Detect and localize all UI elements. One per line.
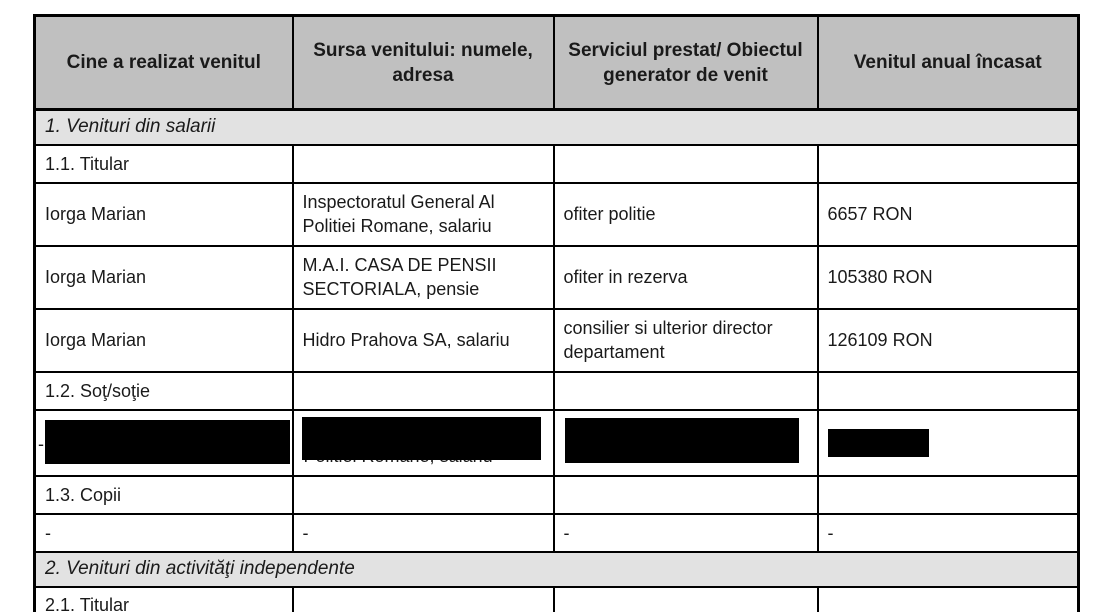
table-row-label (35, 476, 1079, 514)
table-cell (293, 145, 554, 183)
table-cell: 6657 RON (818, 183, 1079, 246)
table-cell: 2.1. Titular (35, 587, 293, 612)
redacted-cell (818, 410, 1079, 476)
table-cell: - (35, 514, 293, 552)
table-row-section (35, 552, 1079, 587)
table-header (35, 16, 1079, 110)
table-cell: M.A.I. CASA DE PENSII SECTORIALA, pensie (293, 246, 554, 309)
table-cell: 1.2. Soţ/soţie (35, 372, 293, 410)
table-cell (293, 476, 554, 514)
header-col-source: Sursa venitului: numele, adresa (293, 16, 554, 110)
redaction-visible-fragment: - (38, 433, 44, 454)
table-row-label (35, 372, 1079, 410)
table-cell: Hidro Prahova SA, salariu (293, 309, 554, 372)
table-cell (554, 145, 818, 183)
header-col-annual-income: Venitul anual încasat (818, 16, 1079, 110)
table-row-data (35, 309, 1079, 372)
table-cell: consilier si ulterior director departament (554, 309, 818, 372)
redaction-box (828, 429, 929, 457)
table-cell (818, 372, 1079, 410)
header-row (35, 16, 1079, 110)
table-cell: - (293, 514, 554, 552)
table-cell: Iorga Marian (35, 246, 293, 309)
table-cell (818, 145, 1079, 183)
table-cell: 105380 RON (818, 246, 1079, 309)
table-cell (554, 372, 818, 410)
redacted-cell (35, 410, 293, 476)
table-cell: 126109 RON (818, 309, 1079, 372)
header-col-service: Serviciul prestat/ Obiectul generator de venit (554, 16, 818, 110)
table-cell: - (818, 514, 1079, 552)
table-cell (818, 476, 1079, 514)
table-cell (554, 587, 818, 612)
table-cell: Iorga Marian (35, 183, 293, 246)
table-cell: 1.3. Copii (35, 476, 293, 514)
table-row-data (35, 514, 1079, 552)
table-cell: 1.1. Titular (35, 145, 293, 183)
table-row-data (35, 183, 1079, 246)
section-label: 2. Venituri din activităţi independente (35, 552, 1079, 587)
table-cell: ofiter politie (554, 183, 818, 246)
section-label: 1. Venituri din salarii (35, 110, 1079, 145)
income-table-body (35, 110, 1079, 612)
table-row-label (35, 145, 1079, 183)
redacted-cell (293, 410, 554, 476)
redacted-cell (554, 410, 818, 476)
redaction-box (45, 420, 290, 464)
table-cell: - (554, 514, 818, 552)
table-cell (818, 587, 1079, 612)
header-col-who: Cine a realizat venitul (35, 16, 293, 110)
table-row-section (35, 110, 1079, 145)
redaction-box (565, 418, 799, 463)
table-row-redacted (35, 410, 1079, 476)
income-table (33, 14, 1080, 612)
redaction-box (302, 417, 541, 460)
table-cell: ofiter in rezerva (554, 246, 818, 309)
table-cell: Iorga Marian (35, 309, 293, 372)
table-row-label (35, 587, 1079, 612)
table-row-data (35, 246, 1079, 309)
table-cell (293, 372, 554, 410)
table-cell (554, 476, 818, 514)
table-cell: Inspectoratul General Al Politiei Romane, salariu (293, 183, 554, 246)
table-cell (293, 587, 554, 612)
